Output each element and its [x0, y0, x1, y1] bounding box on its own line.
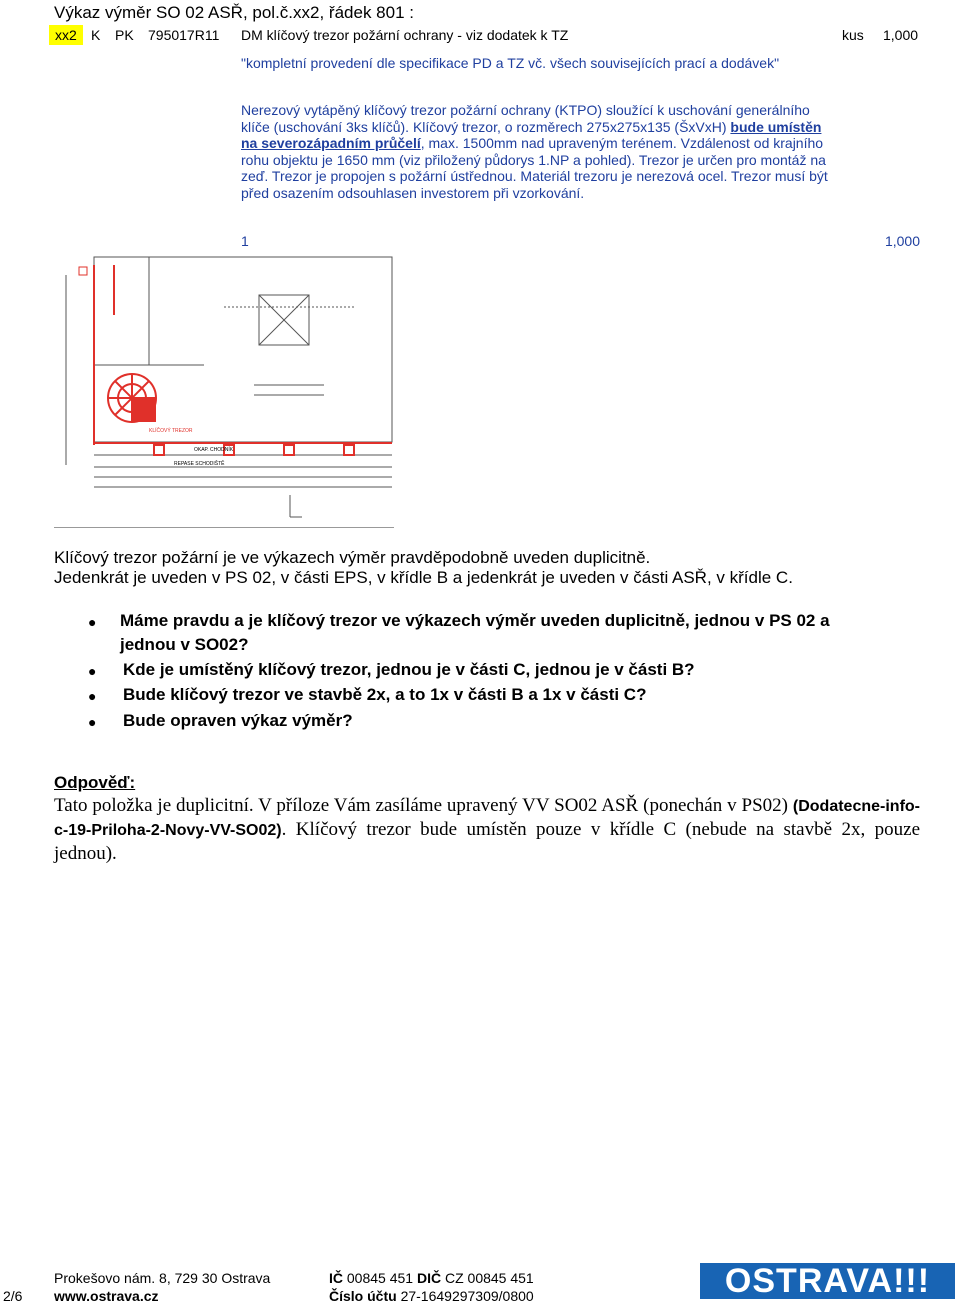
- description-part-2: , max. 1500mm nad upraveným terénem. Vzdálenost od krajního rohu objektu je 1650 mm (viz přiložený půdorys 1.NP a pohled). Trezor je určen pro montáž na zeď. Trezor je propojen s požární ústřednou. Materiál trezoru je nerezová ocel. Trezor musí být před osazením odsouhlasen investorem při vzorkování.: [241, 135, 828, 201]
- answer-heading: Odpověď:: [54, 773, 136, 792]
- ic-label: IČ: [329, 1270, 343, 1286]
- answer-text: [54, 794, 920, 865]
- plan-label-trezor: KLÍČOVÝ TREZOR: [149, 428, 193, 434]
- item-name: DM klíčový trezor požární ochrany - viz dodatek k TZ: [241, 27, 569, 43]
- account-label: Číslo účtu: [329, 1288, 397, 1304]
- plan-label-okap: OKAP. CHODNÍK: [194, 447, 234, 453]
- question-1-cont: jednou v SO02?: [120, 635, 249, 654]
- bullet-icon: ●: [88, 663, 97, 679]
- ic-value: 00845 451: [346, 1270, 414, 1286]
- paragraph-1: Klíčový trezor požární je ve výkazech výměr pravděpodobně uveden duplicitně.: [54, 548, 651, 567]
- answer-part-1: Tato položka je duplicitní. V příloze Vám zasíláme upravený VV SO02 ASŘ (ponechán v PS02): [54, 795, 793, 816]
- answer-attachment: (Dodatecne-info-c-19-Priloha-2-Novy-VV-SO02): [54, 798, 920, 839]
- description-part-1: Nerezový vytápěný klíčový trezor požární ochrany (KTPO) sloužící k uschování generálního klíče (uschování 3ks klíčů). Klíčový trezor, o rozměrech 275x275x135 (ŠxVxH): [241, 102, 810, 135]
- bullet-icon: ●: [88, 688, 97, 704]
- item-code: xx2: [49, 25, 83, 45]
- dic-label: DIČ: [416, 1270, 442, 1286]
- trezor-location-marker: [132, 398, 156, 422]
- item-pk: PK: [115, 27, 134, 43]
- item-row: [0, 25, 960, 45]
- page-number: 2/6: [3, 1288, 23, 1304]
- floor-plan-svg: [54, 255, 394, 527]
- footer-address: Prokešovo nám. 8, 729 30 Ostrava: [54, 1270, 271, 1286]
- question-2: Kde je umístěný klíčový trezor, jednou je v části C, jednou je v části B?: [123, 660, 695, 679]
- item-k: K: [91, 27, 101, 43]
- bullet-icon: ●: [88, 714, 97, 730]
- answer-part-2: . Klíčový trezor bude umístěn pouze v křídle C (nebude na stavbě 2x, pouze jednou).: [54, 819, 920, 864]
- paragraph-2: Jedenkrát je uveden v PS 02, v části EPS, v křídle B a jedenkrát je uveden v části ASŘ, v křídle C.: [54, 568, 793, 587]
- item-quantity: 1,000: [883, 27, 919, 43]
- footer-web: www.ostrava.cz: [54, 1288, 159, 1304]
- footer-account: [329, 1288, 534, 1305]
- floor-plan-image: [54, 255, 394, 528]
- item-full-note: "kompletní provedení dle specifikace PD a TZ vč. všech souvisejících prací a dodávek": [241, 55, 780, 71]
- dic-value: CZ 00845 451: [444, 1270, 534, 1286]
- item-description: [241, 102, 841, 201]
- question-4: Bude opraven výkaz výměr?: [123, 711, 353, 730]
- footer-ids: [329, 1270, 534, 1287]
- bullet-icon: ●: [88, 614, 97, 630]
- description-location: bude umístěn na severozápadním průčelí: [241, 118, 822, 151]
- question-3: Bude klíčový trezor ve stavbě 2x, a to 1x v části B a 1x v části C?: [123, 685, 647, 704]
- calc-quantity-left: 1: [241, 233, 249, 249]
- item-unit: kus: [842, 27, 864, 43]
- plan-label-repase: REPASE SCHODIŠTĚ: [174, 461, 225, 467]
- page-title: Výkaz výměr SO 02 ASŘ, pol.č.xx2, řádek 801 :: [54, 3, 414, 22]
- account-value: 27-1649297309/0800: [400, 1288, 534, 1304]
- item-number: 795017R11: [148, 27, 220, 43]
- calc-quantity-right: 1,000: [884, 233, 920, 249]
- question-1: Máme pravdu a je klíčový trezor ve výkazech výměr uveden duplicitně, jednou v PS 02 a: [120, 611, 830, 630]
- ostrava-logo: OSTRAVA!!!: [700, 1263, 955, 1299]
